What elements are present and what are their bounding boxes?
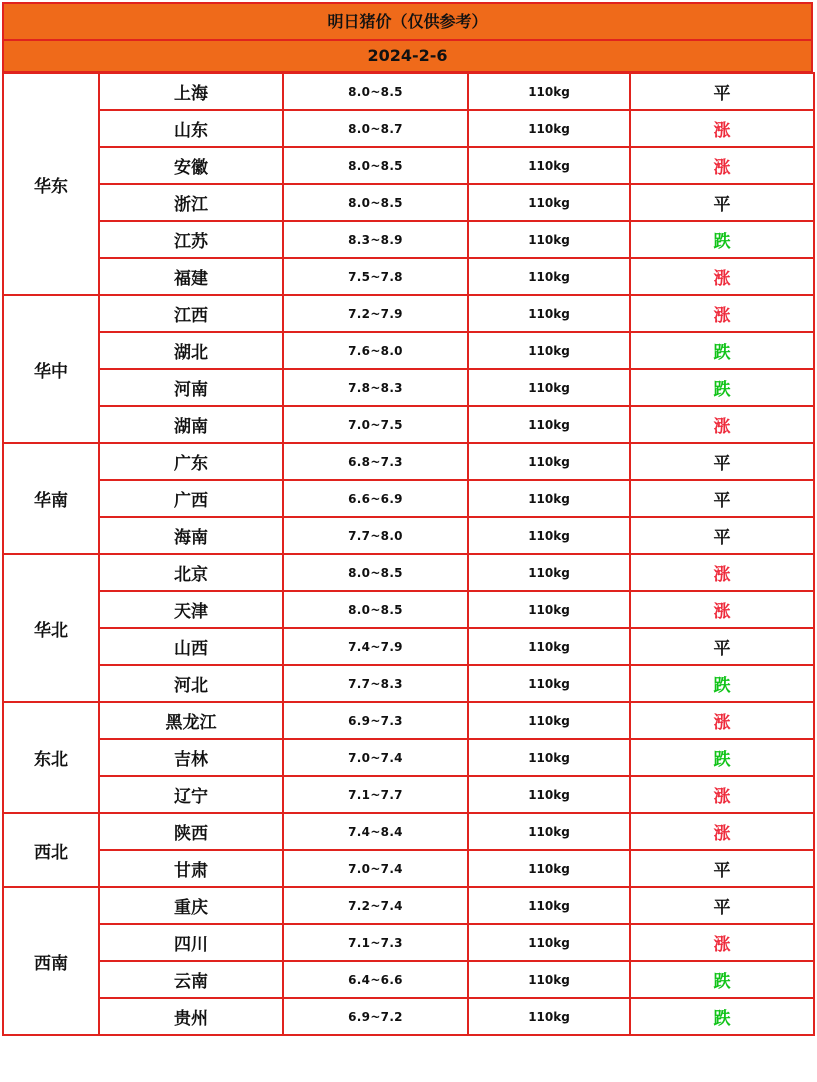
- price-range-cell: 8.3~8.9: [283, 221, 468, 258]
- trend-cell: 涨: [630, 406, 814, 443]
- weight-cell: 110kg: [468, 628, 630, 665]
- trend-cell: 平: [630, 480, 814, 517]
- trend-cell: 跌: [630, 961, 814, 998]
- province-cell: 甘肃: [99, 850, 283, 887]
- weight-cell: 110kg: [468, 295, 630, 332]
- trend-cell: 平: [630, 517, 814, 554]
- table-row: [3, 369, 814, 406]
- price-range-cell: 6.6~6.9: [283, 480, 468, 517]
- table-row: [3, 258, 814, 295]
- price-range-cell: 7.5~7.8: [283, 258, 468, 295]
- province-cell: 山东: [99, 110, 283, 147]
- province-cell: 四川: [99, 924, 283, 961]
- province-cell: 上海: [99, 73, 283, 110]
- trend-cell: 平: [630, 443, 814, 480]
- trend-cell: 涨: [630, 110, 814, 147]
- price-range-cell: 7.2~7.4: [283, 887, 468, 924]
- price-range-cell: 7.2~7.9: [283, 295, 468, 332]
- table-row: [3, 221, 814, 258]
- weight-cell: 110kg: [468, 110, 630, 147]
- price-range-cell: 7.4~7.9: [283, 628, 468, 665]
- price-range-cell: 7.0~7.5: [283, 406, 468, 443]
- trend-cell: 平: [630, 628, 814, 665]
- trend-cell: 涨: [630, 295, 814, 332]
- province-cell: 河北: [99, 665, 283, 702]
- price-range-cell: 8.0~8.5: [283, 554, 468, 591]
- table-row: [3, 776, 814, 813]
- price-range-cell: 8.0~8.7: [283, 110, 468, 147]
- weight-cell: 110kg: [468, 258, 630, 295]
- province-cell: 陕西: [99, 813, 283, 850]
- price-range-cell: 7.1~7.7: [283, 776, 468, 813]
- price-range-cell: 8.0~8.5: [283, 591, 468, 628]
- province-cell: 重庆: [99, 887, 283, 924]
- weight-cell: 110kg: [468, 480, 630, 517]
- trend-cell: 跌: [630, 221, 814, 258]
- table-row: [3, 73, 814, 110]
- trend-cell: 涨: [630, 702, 814, 739]
- province-cell: 海南: [99, 517, 283, 554]
- province-cell: 广西: [99, 480, 283, 517]
- weight-cell: 110kg: [468, 924, 630, 961]
- page-title: 明日猪价（仅供参考）: [2, 2, 813, 41]
- weight-cell: 110kg: [468, 554, 630, 591]
- price-range-cell: 7.7~8.3: [283, 665, 468, 702]
- province-cell: 北京: [99, 554, 283, 591]
- province-cell: 云南: [99, 961, 283, 998]
- table-row: [3, 110, 814, 147]
- weight-cell: 110kg: [468, 887, 630, 924]
- trend-cell: 涨: [630, 776, 814, 813]
- table-row: [3, 591, 814, 628]
- trend-cell: 跌: [630, 739, 814, 776]
- trend-cell: 涨: [630, 554, 814, 591]
- trend-cell: 平: [630, 887, 814, 924]
- table-row: [3, 406, 814, 443]
- weight-cell: 110kg: [468, 406, 630, 443]
- price-range-cell: 6.9~7.2: [283, 998, 468, 1035]
- table-row: [3, 443, 814, 480]
- price-range-cell: 7.1~7.3: [283, 924, 468, 961]
- weight-cell: 110kg: [468, 73, 630, 110]
- weight-cell: 110kg: [468, 591, 630, 628]
- trend-cell: 涨: [630, 258, 814, 295]
- province-cell: 湖北: [99, 332, 283, 369]
- province-cell: 安徽: [99, 147, 283, 184]
- province-cell: 黑龙江: [99, 702, 283, 739]
- weight-cell: 110kg: [468, 147, 630, 184]
- province-cell: 贵州: [99, 998, 283, 1035]
- region-cell: 华南: [3, 443, 99, 554]
- trend-cell: 平: [630, 184, 814, 221]
- price-table-body: [3, 73, 814, 1035]
- table-row: [3, 665, 814, 702]
- price-sheet: [2, 2, 813, 1036]
- price-range-cell: 6.4~6.6: [283, 961, 468, 998]
- table-row: [3, 332, 814, 369]
- region-cell: 华中: [3, 295, 99, 443]
- trend-cell: 跌: [630, 369, 814, 406]
- price-range-cell: 8.0~8.5: [283, 73, 468, 110]
- weight-cell: 110kg: [468, 221, 630, 258]
- price-range-cell: 7.7~8.0: [283, 517, 468, 554]
- province-cell: 湖南: [99, 406, 283, 443]
- weight-cell: 110kg: [468, 739, 630, 776]
- region-cell: 西北: [3, 813, 99, 887]
- province-cell: 广东: [99, 443, 283, 480]
- table-row: [3, 813, 814, 850]
- province-cell: 辽宁: [99, 776, 283, 813]
- table-row: [3, 961, 814, 998]
- province-cell: 河南: [99, 369, 283, 406]
- table-row: [3, 480, 814, 517]
- price-range-cell: 7.6~8.0: [283, 332, 468, 369]
- price-range-cell: 8.0~8.5: [283, 184, 468, 221]
- trend-cell: 涨: [630, 924, 814, 961]
- province-cell: 吉林: [99, 739, 283, 776]
- table-row: [3, 739, 814, 776]
- price-range-cell: 8.0~8.5: [283, 147, 468, 184]
- weight-cell: 110kg: [468, 776, 630, 813]
- province-cell: 江西: [99, 295, 283, 332]
- province-cell: 山西: [99, 628, 283, 665]
- table-row: [3, 850, 814, 887]
- province-cell: 浙江: [99, 184, 283, 221]
- weight-cell: 110kg: [468, 961, 630, 998]
- region-cell: 西南: [3, 887, 99, 1035]
- trend-cell: 平: [630, 850, 814, 887]
- price-range-cell: 7.0~7.4: [283, 850, 468, 887]
- table-row: [3, 887, 814, 924]
- table-row: [3, 998, 814, 1035]
- date-banner: 2024-2-6: [2, 39, 813, 73]
- price-range-cell: 6.9~7.3: [283, 702, 468, 739]
- table-row: [3, 924, 814, 961]
- table-row: [3, 147, 814, 184]
- table-row: [3, 295, 814, 332]
- price-range-cell: 7.8~8.3: [283, 369, 468, 406]
- trend-cell: 跌: [630, 332, 814, 369]
- weight-cell: 110kg: [468, 184, 630, 221]
- table-row: [3, 554, 814, 591]
- weight-cell: 110kg: [468, 665, 630, 702]
- weight-cell: 110kg: [468, 332, 630, 369]
- trend-cell: 平: [630, 73, 814, 110]
- region-cell: 华北: [3, 554, 99, 702]
- weight-cell: 110kg: [468, 998, 630, 1035]
- trend-cell: 涨: [630, 813, 814, 850]
- table-row: [3, 517, 814, 554]
- region-cell: 华东: [3, 73, 99, 295]
- trend-cell: 跌: [630, 665, 814, 702]
- trend-cell: 涨: [630, 591, 814, 628]
- table-row: [3, 184, 814, 221]
- region-cell: 东北: [3, 702, 99, 813]
- weight-cell: 110kg: [468, 517, 630, 554]
- trend-cell: 跌: [630, 998, 814, 1035]
- table-row: [3, 628, 814, 665]
- weight-cell: 110kg: [468, 702, 630, 739]
- province-cell: 江苏: [99, 221, 283, 258]
- table-row: [3, 702, 814, 739]
- trend-cell: 涨: [630, 147, 814, 184]
- price-range-cell: 7.4~8.4: [283, 813, 468, 850]
- weight-cell: 110kg: [468, 813, 630, 850]
- weight-cell: 110kg: [468, 850, 630, 887]
- price-table: [2, 72, 815, 1036]
- price-range-cell: 6.8~7.3: [283, 443, 468, 480]
- weight-cell: 110kg: [468, 443, 630, 480]
- weight-cell: 110kg: [468, 369, 630, 406]
- price-range-cell: 7.0~7.4: [283, 739, 468, 776]
- province-cell: 天津: [99, 591, 283, 628]
- province-cell: 福建: [99, 258, 283, 295]
